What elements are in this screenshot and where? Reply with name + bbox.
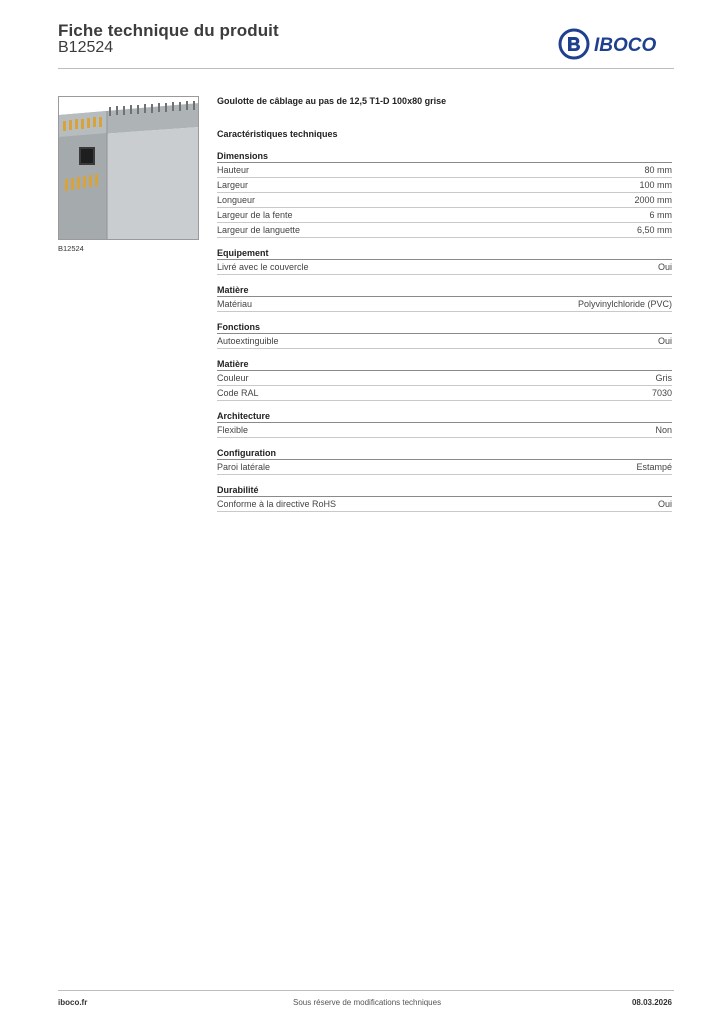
- spec-value: Non: [655, 425, 672, 435]
- spec-value: Oui: [657, 499, 672, 509]
- svg-text:IBOCO: IBOCO: [594, 35, 657, 56]
- cable-duct-image: [59, 97, 199, 240]
- spec-content: [217, 95, 672, 520]
- spec-label: Matériau: [217, 299, 253, 309]
- technical-specs-title: Caractéristiques techniques: [217, 129, 338, 139]
- spec-value: Oui: [657, 262, 672, 272]
- footer-website[interactable]: iboco.fr: [58, 998, 88, 1007]
- document-title: Fiche technique du produit: [58, 21, 279, 40]
- product-reference: B12524: [58, 39, 114, 56]
- spec-row: [217, 260, 672, 275]
- spec-label: Flexible: [217, 425, 249, 435]
- spec-section: [217, 283, 672, 312]
- spec-section: [217, 357, 672, 401]
- footer-divider: [58, 990, 674, 991]
- spec-label: Autoextinguible: [217, 336, 279, 346]
- section-title: Architecture: [217, 409, 672, 423]
- spec-label: Hauteur: [217, 165, 250, 175]
- spec-value: 6,50 mm: [636, 225, 672, 235]
- spec-row: [217, 163, 672, 178]
- spec-label: Couleur: [217, 373, 249, 383]
- header-divider: [58, 68, 674, 69]
- iboco-logo: [558, 28, 674, 60]
- footer-date: 08.03.2026: [631, 998, 672, 1007]
- page-header: [58, 20, 674, 68]
- spec-section: [217, 409, 672, 438]
- spec-label: Livré avec le couvercle: [217, 262, 309, 272]
- spec-sections: [217, 149, 672, 512]
- spec-row: [217, 386, 672, 401]
- section-title: Configuration: [217, 446, 672, 460]
- image-caption: B12524: [58, 244, 84, 253]
- section-title: Matière: [217, 283, 672, 297]
- spec-label: Paroi latérale: [217, 462, 271, 472]
- spec-row: [217, 223, 672, 238]
- spec-section: [217, 320, 672, 349]
- spec-row: [217, 497, 672, 512]
- spec-section: [217, 246, 672, 275]
- spec-value: 7030: [651, 388, 672, 398]
- spec-value: Oui: [657, 336, 672, 346]
- spec-value: 100 mm: [639, 180, 672, 190]
- spec-row: [217, 334, 672, 349]
- spec-value: Estampé: [636, 462, 672, 472]
- section-title: Equipement: [217, 246, 672, 260]
- spec-value: 2000 mm: [634, 195, 672, 205]
- spec-row: [217, 423, 672, 438]
- section-title: Matière: [217, 357, 672, 371]
- spec-label: Longueur: [217, 195, 256, 205]
- spec-row: [217, 193, 672, 208]
- spec-value: 6 mm: [649, 210, 672, 220]
- spec-row: [217, 460, 672, 475]
- spec-label: Conforme à la directive RoHS: [217, 499, 337, 509]
- product-image: [58, 96, 199, 240]
- spec-row: [217, 297, 672, 312]
- spec-section: [217, 446, 672, 475]
- spec-section: [217, 149, 672, 238]
- footer-notice: Sous réserve de modifications techniques: [293, 998, 442, 1007]
- spec-row: [217, 371, 672, 386]
- product-name: Goulotte de câblage au pas de 12,5 T1-D 100x80 grise: [217, 96, 447, 106]
- spec-section: [217, 483, 672, 512]
- spec-label: Largeur de languette: [217, 225, 301, 235]
- spec-label: Largeur de la fente: [217, 210, 293, 220]
- spec-value: 80 mm: [644, 165, 672, 175]
- spec-value: Gris: [655, 373, 672, 383]
- spec-label: Code RAL: [217, 388, 259, 398]
- section-title: Durabilité: [217, 483, 672, 497]
- spec-row: [217, 208, 672, 223]
- spec-value: Polyvinylchloride (PVC): [577, 299, 672, 309]
- section-title: Dimensions: [217, 149, 672, 163]
- spec-row: [217, 178, 672, 193]
- spec-label: Largeur: [217, 180, 249, 190]
- section-title: Fonctions: [217, 320, 672, 334]
